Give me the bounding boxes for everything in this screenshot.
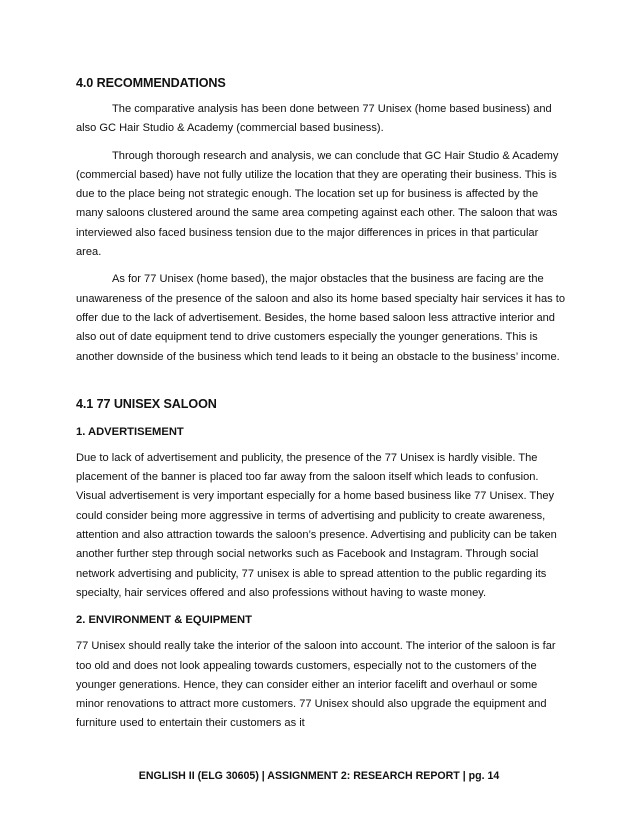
paragraph-environment-equipment: 77 Unisex should really take the interior of the saloon into account. The interior of the saloon is far too old and does not look appealing towards customers, especially not to the customers of the younger generations. Hence, they can consider either an interior facelift and overhaul or some minor renovations to attract more customers. 77 Unisex should also upgrade the equipment and furniture used to entertain their customers as it <box>76 640 556 730</box>
paragraph-advertisement: Due to lack of advertisement and publicity, the presence of the 77 Unisex is hardly visible. The placement of the banner is placed too far away from the saloon itself which leads to confusion. Visual advertisement is very important especially for a home based business like 77 Unisex. They could consider being more aggressive in terms of advertising and publicity to create awareness, attention and also attraction towards the saloon’s presence. Advertising and publicity can be taken another further step through social networks such as Facebook and Instagram. Through social network advertising and publicity, 77 unisex is able to spread attention to the public regarding its specialty, hair services offered and also professions without having to waste money. <box>76 451 557 599</box>
page-footer: ENGLISH II (ELG 30605) | ASSIGNMENT 2: RESEARCH REPORT | pg. 14 <box>138 770 500 782</box>
subheading-advertisement: 1. ADVERTISEMENT <box>76 425 184 438</box>
section-heading-77-unisex: 4.1 77 UNISEX SALOON <box>76 396 217 411</box>
paragraph-gc-hair-studio: Through thorough research and analysis, we can conclude that GC Hair Studio & Academy (commercial based) have not fully utilize the location that they are operating their business. This is due to the place being not strategic enough. The location set up for business is affected by the many saloons clustered around the same area competing against each other. The saloon that was interviewed also faced business tension due to the major differences in prices in that particular area. <box>76 149 559 259</box>
paragraph-77-unisex-obstacles: As for 77 Unisex (home based), the major obstacles that the business are facing are the unawareness of the presence of the saloon and also its home based specialty hair services it has to offer due to the lack of advertisement. Besides, the home based saloon less attractive interior and also out of date equipment tend to drive customers especially the younger generations. This is another downside of the business which tend leads to it being an obstacle to the business’ income. <box>76 273 566 363</box>
paragraph-comparative-analysis: The comparative analysis has been done between 77 Unisex (home based business) and also GC Hair Studio & Academy (commercial based business). <box>76 103 552 135</box>
section-heading-recommendations: 4.0 RECOMMENDATIONS <box>76 76 226 90</box>
subheading-environment-equipment: 2. ENVIRONMENT & EQUIPMENT <box>76 614 252 627</box>
page-content <box>76 74 566 734</box>
